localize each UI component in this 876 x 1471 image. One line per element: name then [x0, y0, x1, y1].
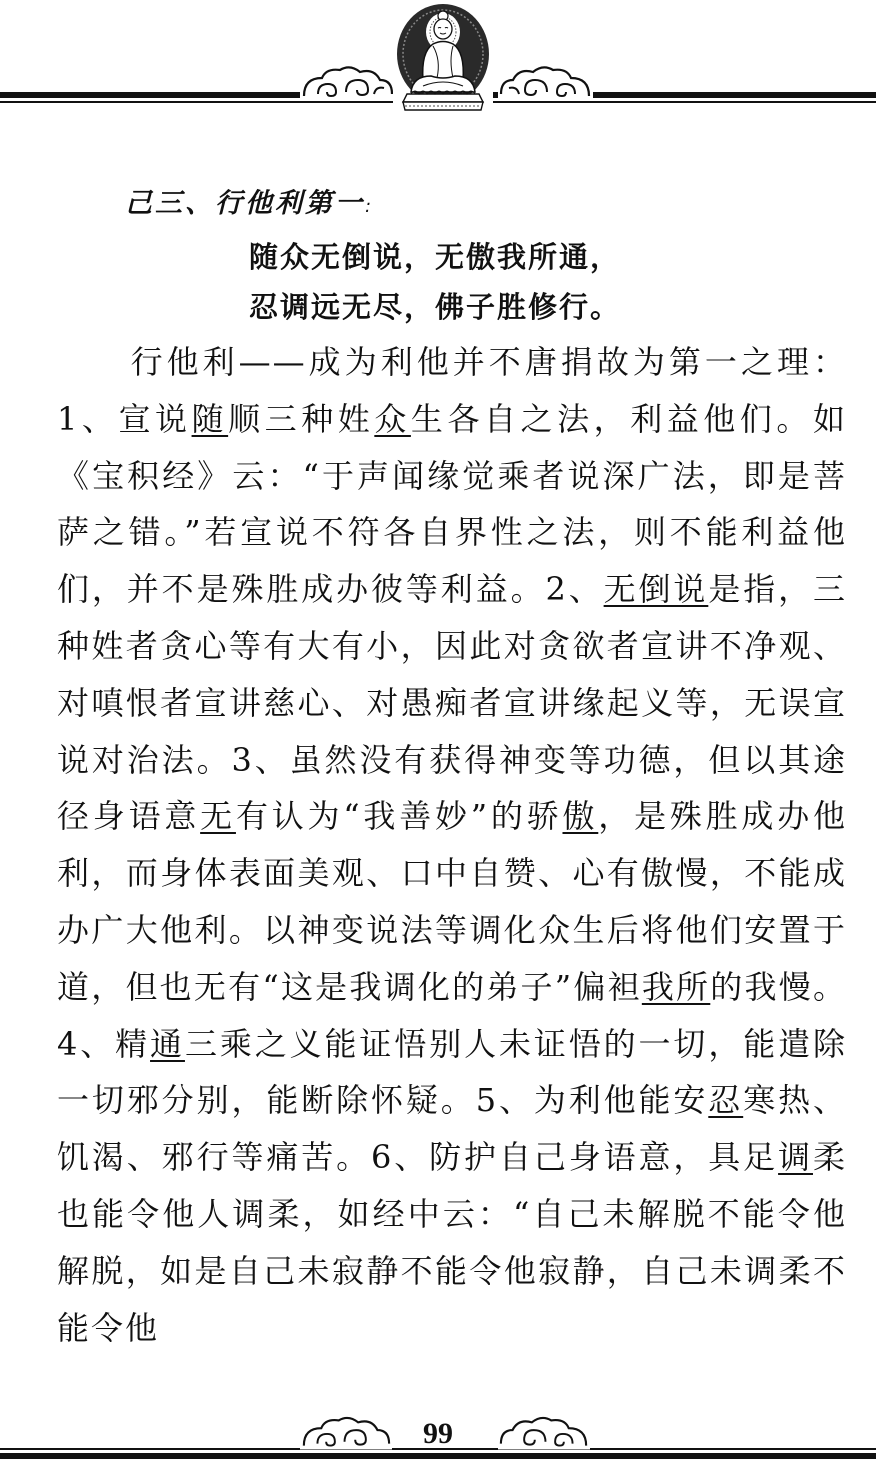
section-heading-colon: : [365, 196, 375, 217]
commentary-text: 行他利——成为利他并不唐捐故为第一之理：1、宣说 [57, 343, 847, 438]
footer-right-cloud-icon [498, 1416, 590, 1450]
page-header-ornament [0, 0, 876, 120]
commentary-paragraph [57, 334, 847, 1356]
verse-keyword: 无 [200, 797, 236, 836]
page-content [57, 176, 847, 1388]
commentary-text: 顺三种姓 [228, 399, 375, 438]
header-right-cloud-icon [498, 66, 593, 100]
commentary-text: 是指，三种姓者贪心等有大有小，因此对贪欲者宣讲不净观、对嗔恨者宣讲慈心、对愚痴者宣讲缘起义等，无误宣说对治法。3、虽然没有获得神变等功德，但以其途径身语意 [57, 570, 847, 836]
commentary-text: 有认为“我善妙”的骄 [235, 797, 563, 836]
section-heading-text: 己三、行他利第一 [125, 188, 365, 219]
commentary-text: ，是殊胜成办他利，而身体表面美观、口中自赞、心有傲慢，不能成办广大他利。以神变说法等调化众生后将他们安置于道，但也无有“这是我调化的弟子”偏袒 [57, 797, 847, 1006]
page-number: 99 [423, 1417, 453, 1450]
section-heading [125, 176, 847, 232]
commentary-text: 生各自之法，利益他们。如《宝积经》云：“于声闻缘觉乘者说深广法，即是菩萨之错。”若宣说不符各自界性之法，则不能利益他们，并不是殊胜成办彼等利益。2、 [57, 399, 847, 609]
page-footer [0, 1412, 876, 1471]
commentary-text: 柔也能令他人调柔，如经中云：“自己未解脱不能令他解脱，如是自己未寂静不能令他寂静，自己未调柔不能令他 [57, 1138, 847, 1347]
verse-keyword: 调 [778, 1138, 813, 1177]
verse-keyword: 傲 [562, 797, 599, 836]
verse-line-2: 忍调远无尽，佛子胜修行。 [249, 290, 622, 324]
verse-keyword: 我所 [641, 967, 711, 1006]
verse-keyword: 众 [374, 399, 411, 438]
verse-keyword: 随 [191, 399, 229, 438]
commentary-text: 三乘之义能证悟别人未证悟的一切，能遣除一切邪分别，能断除怀疑。5、为利他能安 [57, 1024, 847, 1120]
header-left-cloud-icon [300, 66, 395, 100]
verse-keyword: 忍 [708, 1081, 744, 1120]
commentary-text: 的我慢。4、精 [57, 967, 847, 1063]
verse-keyword: 通 [150, 1024, 185, 1063]
seated-buddha-icon [393, 2, 493, 112]
verse-keyword: 无倒说 [603, 570, 709, 609]
commentary-text: 寒热、饥渴、邪行等痛苦。6、防护自己身语意，具足 [57, 1081, 847, 1177]
footer-left-cloud-icon [300, 1416, 392, 1450]
verse-line-1: 随众无倒说，无傲我所通， [249, 240, 622, 274]
